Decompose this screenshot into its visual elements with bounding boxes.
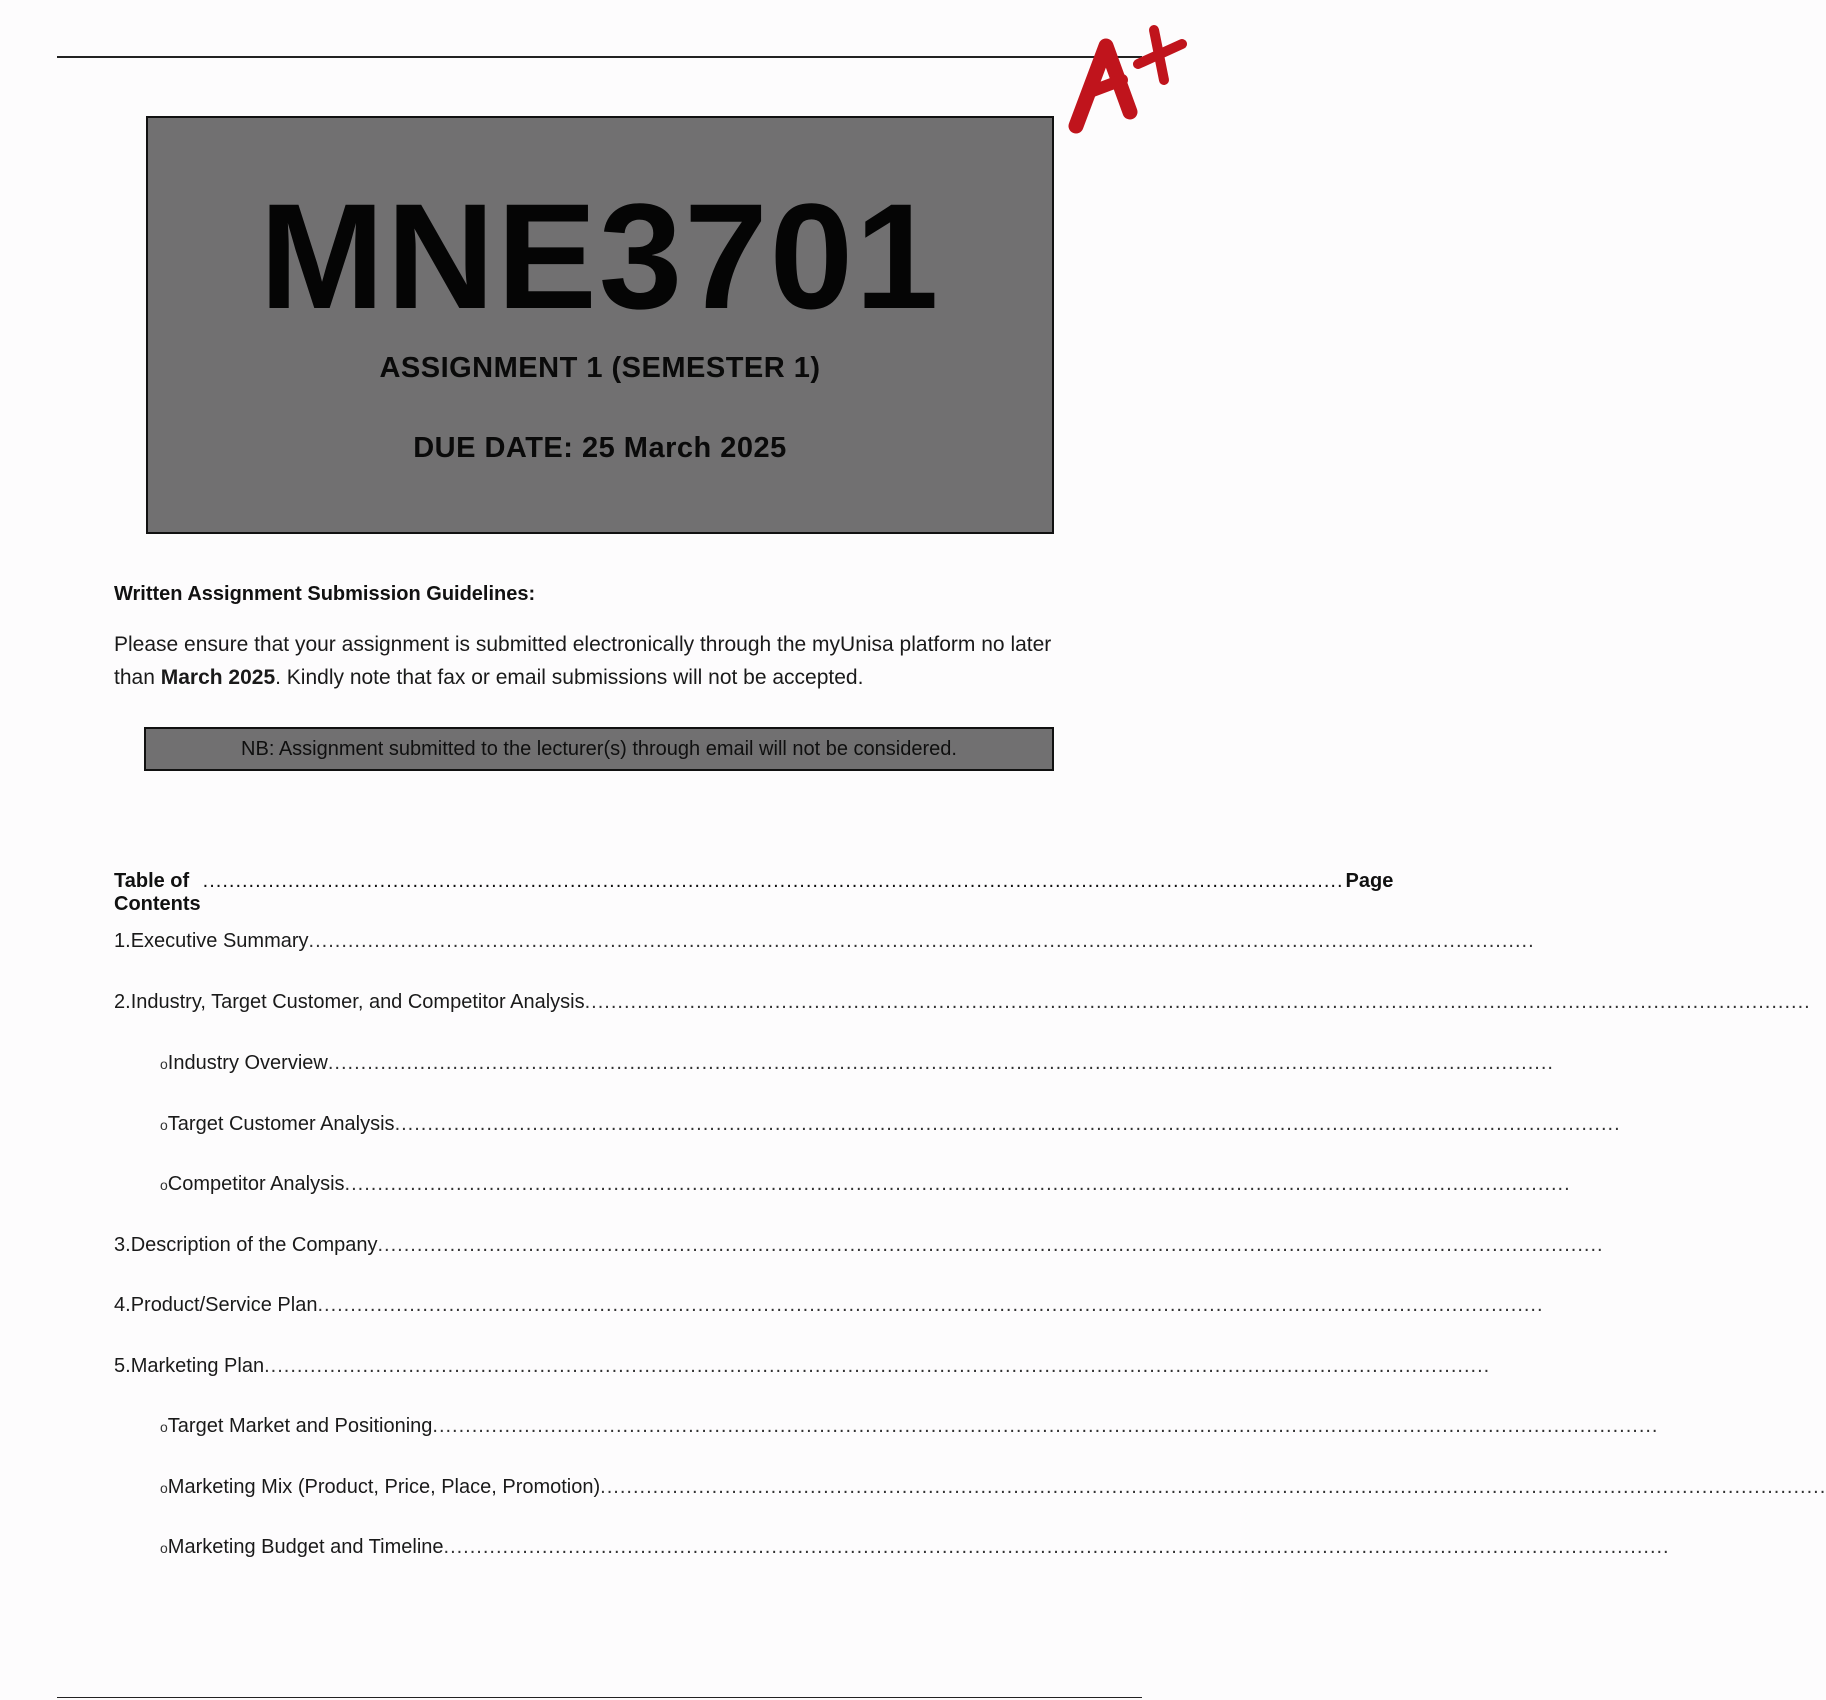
toc-item-number: 5.: [114, 1355, 131, 1377]
guidelines-deadline: March 2025: [160, 666, 276, 689]
bullet-icon: o: [160, 1056, 168, 1072]
guidelines-text: [114, 628, 1074, 694]
toc-item-number: 1.: [114, 930, 131, 952]
guidelines-text-start: Please ensure that your assignment is submitted electronically through the myUnisa platform no later than: [114, 633, 1052, 689]
toc-item[interactable]: [154, 1536, 1670, 1566]
assignment-title: ASSIGNMENT 1 (SEMESTER 1): [379, 352, 821, 384]
grade-stamp: [1062, 22, 1192, 142]
toc-item[interactable]: [114, 1234, 1604, 1264]
toc-item[interactable]: [154, 1113, 1621, 1143]
course-code: MNE3701: [259, 172, 941, 340]
toc-item-label: Target Market and Positioning: [167, 1415, 433, 1437]
toc-leader: ...........................................................................................................................................................................................: [600, 1476, 1826, 1498]
toc-item-number: 2.: [114, 991, 131, 1013]
toc-item[interactable]: [114, 1355, 1491, 1385]
toc-item-label: Executive Summary: [130, 930, 309, 952]
toc-item-number: 4.: [114, 1294, 131, 1316]
toc-leader: ...........................................................................................................................................................................................: [443, 1536, 1670, 1558]
bullet-icon: o: [160, 1480, 168, 1496]
toc-title: Table of Contents: [114, 870, 201, 915]
toc-page-label: Page: [1345, 870, 1394, 892]
toc-leader: ...........................................................................................................................................................................................: [308, 930, 1535, 952]
bullet-icon: o: [160, 1540, 168, 1556]
toc-leader: ...........................................................................................................................................................................................: [317, 1294, 1544, 1316]
toc-item[interactable]: [114, 930, 1535, 960]
toc-item-label: Competitor Analysis: [167, 1173, 345, 1195]
toc-leader: ...........................................................................................................................................................................................: [327, 1052, 1554, 1074]
toc-item-label: Marketing Mix (Product, Price, Place, Promotion): [167, 1476, 601, 1498]
bullet-icon: o: [160, 1419, 168, 1435]
toc-item-label: Industry Overview: [167, 1052, 328, 1074]
toc-item-label: Product/Service Plan: [130, 1294, 318, 1316]
due-date: DUE DATE: 25 March 2025: [413, 432, 787, 464]
toc-header: [114, 870, 1394, 916]
notice-box: NB: Assignment submitted to the lecturer(s) through email will not be considered.: [144, 727, 1054, 771]
toc-item[interactable]: [154, 1173, 1571, 1203]
bullet-icon: o: [160, 1117, 168, 1133]
guidelines-text-end: . Kindly note that fax or email submissions will not be accepted.: [275, 666, 864, 689]
top-rule: [57, 56, 1142, 58]
guidelines-heading: Written Assignment Submission Guidelines:: [114, 583, 536, 605]
toc-item[interactable]: [114, 991, 1811, 1021]
toc-item-label: Industry, Target Customer, and Competitor Analysis: [130, 991, 585, 1013]
toc-leader: ..............................................................................................................................................................................: [202, 870, 1344, 892]
toc-item-label: Description of the Company: [130, 1234, 378, 1256]
toc-item[interactable]: [114, 1294, 1544, 1324]
bottom-rule: [57, 1697, 1142, 1698]
toc-item-number: 3.: [114, 1234, 131, 1256]
bullet-icon: o: [160, 1177, 168, 1193]
toc-item-label: Marketing Plan: [130, 1355, 265, 1377]
toc-leader: ...........................................................................................................................................................................................: [377, 1234, 1604, 1256]
toc-item-label: Target Customer Analysis: [167, 1113, 395, 1135]
toc-item[interactable]: [154, 1476, 1826, 1506]
toc-item[interactable]: [154, 1415, 1659, 1445]
toc-leader: ...........................................................................................................................................................................................: [344, 1173, 1571, 1195]
cover-box: [146, 116, 1054, 534]
toc-item-label: Marketing Budget and Timeline: [167, 1536, 444, 1558]
toc-item[interactable]: [154, 1052, 1554, 1082]
toc-leader: ...........................................................................................................................................................................................: [584, 991, 1811, 1013]
toc-leader: ...........................................................................................................................................................................................: [394, 1113, 1621, 1135]
toc-leader: ...........................................................................................................................................................................................: [432, 1415, 1659, 1437]
toc-leader: ...........................................................................................................................................................................................: [264, 1355, 1491, 1377]
